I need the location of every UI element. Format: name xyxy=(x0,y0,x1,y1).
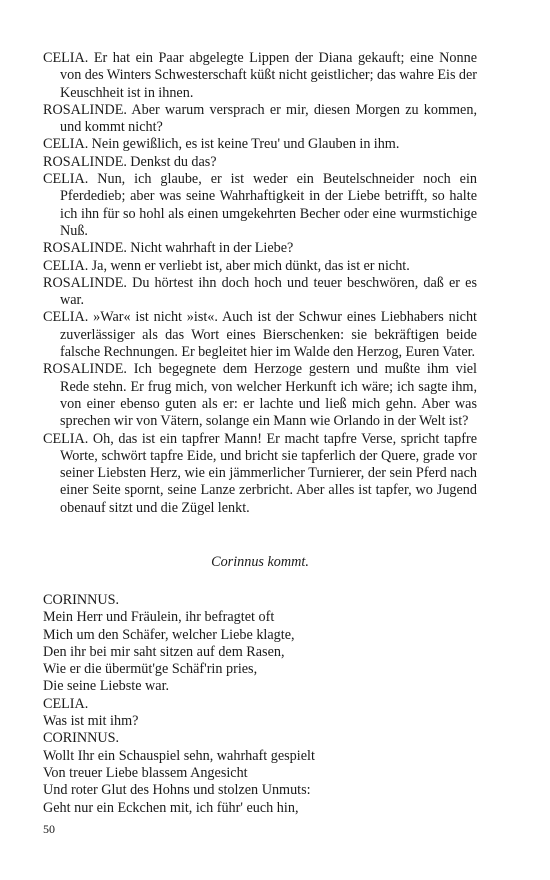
speech-rosalinde-4: ROSALINDE. Du hörtest ihn doch hoch und teuer beschwören, daß er es war. xyxy=(43,274,477,309)
verse-line: Den ihr bei mir saht sitzen auf dem Rasen, xyxy=(43,643,285,660)
speech-celia-4: CELIA. Ja, wenn er verliebt ist, aber mich dünkt, das ist er nicht. xyxy=(43,257,410,274)
speech-rosalinde-3: ROSALINDE. Nicht wahrhaft in der Liebe? xyxy=(43,240,294,257)
speech-rosalinde-5: ROSALINDE. Ich begegnete dem Herzoge gestern und mußte ihm viel Rede stehn. Er frug mich, von welcher Herkunft ich wäre; ich sagte ihm, von einer ebenso guten als er: er lachte und ließ mich gehn. Aber was sprechen wir von Vätern, solange ein Mann wie Orlando in der Welt ist? xyxy=(43,361,477,430)
verse-line: Was ist mit ihm? xyxy=(43,713,139,730)
speech-celia-1: CELIA. Er hat ein Paar abgelegte Lippen der Diana gekauft; eine Nonne von des Winters Schwesterschaft küßt nicht geistlicher; das wahre Eis der Keuschheit ist in ihnen. xyxy=(43,50,477,101)
speech-rosalinde-1: ROSALINDE. Aber warum versprach er mir, diesen Morgen zu kommen, und kommt nicht? xyxy=(43,101,477,136)
verse-line: Und roter Glut des Hohns und stolzen Unmuts: xyxy=(43,782,311,799)
speech-celia-3: CELIA. Nun, ich glaube, er ist weder ein Beutelschneider noch ein Pferdedieb; aber was seine Wahrhaftigkeit in der Liebe betrifft, so halte ich ihn für so hohl als einen umgekehrten Becher oder eine wurmstichige Nuß. xyxy=(43,171,477,239)
verse-line: Wollt Ihr ein Schauspiel sehn, wahrhaft gespielt xyxy=(43,747,315,764)
page-number: 50 xyxy=(43,822,55,836)
prose-dialogue xyxy=(43,50,477,517)
speaker-corinnus: CORINNUS. xyxy=(43,592,120,608)
speaker-celia: CELIA. xyxy=(43,695,89,712)
verse-line: Wie er die übermüt'ge Schäf'rin pries, xyxy=(43,661,258,678)
verse-line: Mein Herr und Fräulein, ihr befragtet oft xyxy=(43,609,275,626)
speech-celia-2: CELIA. Nein gewißlich, es ist keine Treu' und Glauben in ihm. xyxy=(43,136,400,153)
verse-dialogue xyxy=(43,592,483,817)
speaker-corinnus: CORINNUS. xyxy=(43,730,120,747)
verse-line: Geht nur ein Eckchen mit, ich führ' euch hin, xyxy=(43,799,299,816)
verse-line: Mich um den Schäfer, welcher Liebe klagte, xyxy=(43,626,295,643)
verse-line: Die seine Liebste war. xyxy=(43,678,170,695)
speech-rosalinde-2: ROSALINDE. Denkst du das? xyxy=(43,153,217,170)
stage-direction: Corinnus kommt. xyxy=(211,554,309,570)
speech-celia-6: CELIA. Oh, das ist ein tapfrer Mann! Er macht tapfre Verse, spricht tapfre Worte, schwört tapfre Eide, und bricht sie tapferlich der Quere, grade vor seiner Liebsten Herz, wie ein jämmerlicher Turnierer, der sein Pferd nach einer Seite spornt, seine Lanze zerbricht. Aber alles ist tapfer, wo Jugend obenauf sitzt und die Zügel lenkt. xyxy=(43,430,477,516)
speech-celia-5: CELIA. »War« ist nicht »ist«. Auch ist der Schwur eines Liebhabers nicht zuverlässiger als das Wort eines Bierschenken: sie bekräftigen beide falsche Rechnungen. Er begleitet hier im Walde den Herzog, Euren Vater. xyxy=(43,309,477,361)
verse-line: Von treuer Liebe blassem Angesicht xyxy=(43,764,248,781)
